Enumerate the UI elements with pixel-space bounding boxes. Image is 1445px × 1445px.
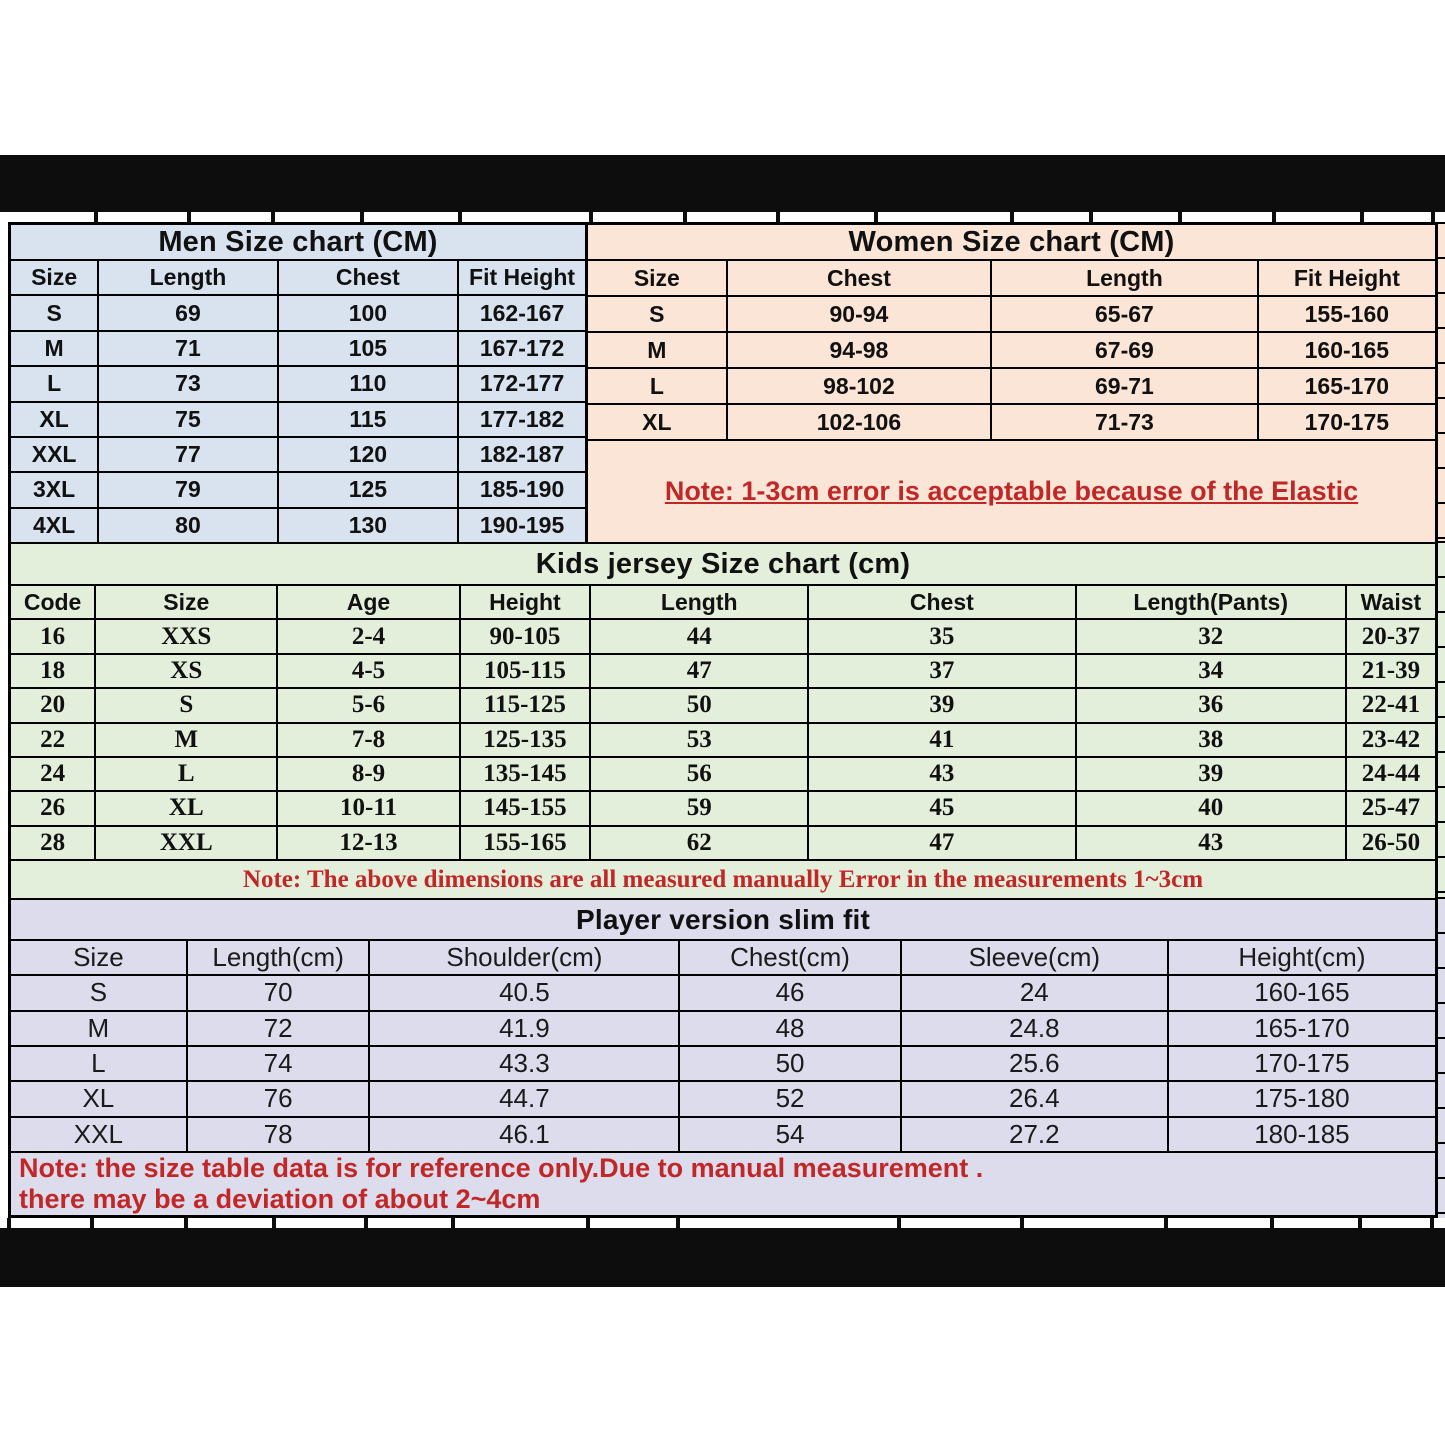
table-cell: 155-160: [1259, 297, 1435, 331]
header-cell: Length: [591, 586, 807, 618]
table-cell: 47: [591, 655, 807, 687]
tick-mark: [360, 212, 364, 222]
tick-mark: [874, 212, 878, 222]
kids-measurement-note: Note: The above dimensions are all measured manually Error in the measurements 1~3cm: [11, 861, 1435, 900]
tick-mark: [271, 212, 275, 222]
header-cell: Size: [11, 261, 97, 294]
tick-mark: [776, 212, 780, 222]
table-cell: 46.1: [370, 1118, 678, 1151]
tick-mark: [676, 1218, 680, 1228]
table-cell: XL: [11, 1082, 186, 1115]
table-cell: 22-41: [1347, 689, 1435, 721]
table-cell: S: [11, 296, 97, 329]
table-cell: 53: [591, 724, 807, 756]
table-cell: 54: [680, 1118, 899, 1151]
table-cell: 27.2: [902, 1118, 1167, 1151]
tick-mark: [683, 212, 687, 222]
tick-mark: [586, 1218, 590, 1228]
table-cell: 180-185: [1169, 1118, 1435, 1151]
women-size-table: [588, 261, 1435, 439]
table-cell: 52: [680, 1082, 899, 1115]
tick-mark: [451, 1218, 455, 1228]
table-cell: 44.7: [370, 1082, 678, 1115]
table-cell: XL: [588, 405, 726, 439]
table-cell: M: [588, 333, 726, 367]
table-cell: 78: [188, 1118, 369, 1151]
header-cell: Age: [278, 586, 458, 618]
tick-mark: [1010, 212, 1014, 222]
table-cell: 75: [99, 403, 276, 436]
table-cell: XXL: [96, 827, 276, 859]
table-cell: 5-6: [278, 689, 458, 721]
table-cell: 190-195: [459, 509, 585, 542]
table-cell: 7-8: [278, 724, 458, 756]
tick-mark: [187, 212, 191, 222]
table-cell: 24-44: [1347, 758, 1435, 790]
table-cell: 47: [809, 827, 1074, 859]
kids-size-table: [11, 586, 1435, 861]
table-cell: 32: [1077, 620, 1345, 652]
tick-mark: [1431, 212, 1435, 222]
table-cell: 77: [99, 438, 276, 471]
table-cell: L: [11, 367, 97, 400]
header-cell: Code: [11, 586, 94, 618]
table-cell: 182-187: [459, 438, 585, 471]
table-cell: 90-94: [728, 297, 991, 331]
tick-mark: [1360, 212, 1364, 222]
table-cell: 102-106: [728, 405, 991, 439]
table-cell: 26.4: [902, 1082, 1167, 1115]
table-cell: 76: [188, 1082, 369, 1115]
table-cell: 175-180: [1169, 1082, 1435, 1115]
table-cell: 74: [188, 1047, 369, 1080]
table-cell: M: [11, 332, 97, 365]
table-cell: 71: [99, 332, 276, 365]
table-cell: 41.9: [370, 1012, 678, 1045]
table-cell: 115-125: [461, 689, 590, 721]
table-cell: 56: [591, 758, 807, 790]
table-cell: 24: [11, 758, 94, 790]
tick-mark: [458, 212, 462, 222]
table-cell: 43: [809, 758, 1074, 790]
top-black-band: [0, 155, 1445, 212]
table-cell: 70: [188, 976, 369, 1009]
table-cell: 24.8: [902, 1012, 1167, 1045]
tick-mark: [272, 1218, 276, 1228]
table-cell: 155-165: [461, 827, 590, 859]
tick-mark: [897, 1218, 901, 1228]
header-cell: Chest: [809, 586, 1074, 618]
reference-note-line1: Note: the size table data is for reference only.Due to manual measurement .: [19, 1153, 984, 1183]
table-cell: 44: [591, 620, 807, 652]
table-cell: 67-69: [992, 333, 1256, 367]
table-cell: 62: [591, 827, 807, 859]
table-cell: XXL: [11, 1118, 186, 1151]
table-cell: 4XL: [11, 509, 97, 542]
tick-mark: [364, 1218, 368, 1228]
table-cell: 28: [11, 827, 94, 859]
right-sliver-women: [1438, 222, 1445, 541]
table-cell: 110: [279, 367, 457, 400]
table-cell: 98-102: [728, 369, 991, 403]
table-cell: 4-5: [278, 655, 458, 687]
tick-mark: [94, 212, 98, 222]
women-chart-title: Women Size chart (CM): [588, 225, 1435, 259]
header-cell: Height: [461, 586, 590, 618]
kids-chart-title: Kids jersey Size chart (cm): [11, 544, 1435, 586]
header-cell: Chest: [279, 261, 457, 294]
adult-chart-titles: [11, 225, 1435, 261]
table-cell: 22: [11, 724, 94, 756]
table-cell: 38: [1077, 724, 1345, 756]
table-cell: 115: [279, 403, 457, 436]
header-cell: Height(cm): [1169, 941, 1435, 974]
table-cell: L: [96, 758, 276, 790]
tick-mark: [1270, 1218, 1274, 1228]
tick-mark: [90, 1218, 94, 1228]
table-cell: 167-172: [459, 332, 585, 365]
table-cell: 160-165: [1259, 333, 1435, 367]
header-cell: Length(Pants): [1077, 586, 1345, 618]
player-chart-title: Player version slim fit: [11, 900, 1435, 941]
header-cell: Size: [588, 261, 726, 295]
header-cell: Size: [96, 586, 276, 618]
table-cell: 170-175: [1169, 1047, 1435, 1080]
men-chart-title: Men Size chart (CM): [11, 225, 588, 259]
table-cell: XS: [96, 655, 276, 687]
table-cell: 69: [99, 296, 276, 329]
table-cell: 170-175: [1259, 405, 1435, 439]
table-cell: M: [96, 724, 276, 756]
table-cell: 40: [1077, 792, 1345, 824]
table-cell: 43: [1077, 827, 1345, 859]
table-cell: 80: [99, 509, 276, 542]
men-size-table: [11, 261, 588, 542]
table-cell: 65-67: [992, 297, 1256, 331]
table-cell: 39: [809, 689, 1074, 721]
table-cell: 43.3: [370, 1047, 678, 1080]
tick-mark: [1272, 212, 1276, 222]
tick-mark: [1430, 1218, 1434, 1228]
table-cell: 72: [188, 1012, 369, 1045]
table-cell: 23-42: [1347, 724, 1435, 756]
right-sliver-player: [1438, 897, 1445, 1218]
table-cell: 100: [279, 296, 457, 329]
table-cell: 34: [1077, 655, 1345, 687]
table-cell: 130: [279, 509, 457, 542]
header-cell: Shoulder(cm): [370, 941, 678, 974]
size-chart-sheet: [8, 222, 1438, 1218]
table-cell: 71-73: [992, 405, 1256, 439]
tick-mark: [1164, 1218, 1168, 1228]
table-cell: 18: [11, 655, 94, 687]
table-cell: 8-9: [278, 758, 458, 790]
table-cell: 50: [591, 689, 807, 721]
table-cell: 39: [1077, 758, 1345, 790]
adult-charts-body: [11, 261, 1435, 544]
header-cell: Size: [11, 941, 186, 974]
table-cell: 185-190: [459, 473, 585, 506]
table-cell: L: [588, 369, 726, 403]
table-cell: S: [96, 689, 276, 721]
table-cell: 105-115: [461, 655, 590, 687]
women-elastic-note: Note: 1-3cm error is acceptable because of the Elastic: [588, 439, 1435, 542]
table-cell: 10-11: [278, 792, 458, 824]
table-cell: 172-177: [459, 367, 585, 400]
table-cell: 2-4: [278, 620, 458, 652]
table-cell: 125-135: [461, 724, 590, 756]
table-cell: L: [11, 1047, 186, 1080]
table-cell: 105: [279, 332, 457, 365]
tick-mark: [1178, 212, 1182, 222]
table-cell: 90-105: [461, 620, 590, 652]
bottom-black-band: [0, 1228, 1445, 1287]
top-edge-strip: [0, 212, 1445, 222]
table-cell: 46: [680, 976, 899, 1009]
table-cell: XL: [11, 403, 97, 436]
table-cell: XXS: [96, 620, 276, 652]
player-size-table: [11, 941, 1435, 1153]
table-cell: 12-13: [278, 827, 458, 859]
table-cell: 177-182: [459, 403, 585, 436]
table-cell: 26-50: [1347, 827, 1435, 859]
header-cell: Length: [992, 261, 1256, 295]
table-cell: 145-155: [461, 792, 590, 824]
tick-mark: [589, 212, 593, 222]
table-cell: XL: [96, 792, 276, 824]
table-cell: 25-47: [1347, 792, 1435, 824]
table-cell: 73: [99, 367, 276, 400]
table-cell: 59: [591, 792, 807, 824]
header-cell: Length: [99, 261, 276, 294]
bottom-edge-strip: [0, 1218, 1445, 1228]
tick-mark: [1358, 1218, 1362, 1228]
table-cell: 21-39: [1347, 655, 1435, 687]
table-cell: 165-170: [1259, 369, 1435, 403]
table-cell: 160-165: [1169, 976, 1435, 1009]
table-cell: 40.5: [370, 976, 678, 1009]
table-cell: 20-37: [1347, 620, 1435, 652]
reference-note-line2: there may be a deviation of about 2~4cm: [19, 1184, 541, 1214]
table-cell: XXL: [11, 438, 97, 471]
tick-mark: [1020, 1218, 1024, 1228]
table-cell: 125: [279, 473, 457, 506]
header-cell: Waist: [1347, 586, 1435, 618]
right-edge-sliver: [1438, 222, 1445, 1218]
header-cell: Length(cm): [188, 941, 369, 974]
table-cell: 37: [809, 655, 1074, 687]
table-cell: 162-167: [459, 296, 585, 329]
header-cell: Chest: [728, 261, 991, 295]
right-sliver-kids: [1438, 541, 1445, 897]
table-cell: 26: [11, 792, 94, 824]
table-cell: 35: [809, 620, 1074, 652]
table-cell: 24: [902, 976, 1167, 1009]
table-cell: 41: [809, 724, 1074, 756]
tick-mark: [7, 1218, 11, 1228]
tick-mark: [184, 1218, 188, 1228]
table-cell: 79: [99, 473, 276, 506]
table-cell: 50: [680, 1047, 899, 1080]
table-cell: 20: [11, 689, 94, 721]
tick-mark: [1089, 212, 1093, 222]
table-cell: 3XL: [11, 473, 97, 506]
table-cell: S: [588, 297, 726, 331]
table-cell: 94-98: [728, 333, 991, 367]
table-cell: 16: [11, 620, 94, 652]
women-size-section: [588, 261, 1435, 542]
reference-note: [11, 1153, 1435, 1215]
header-cell: Sleeve(cm): [902, 941, 1167, 974]
table-cell: 165-170: [1169, 1012, 1435, 1045]
table-cell: 45: [809, 792, 1074, 824]
table-cell: M: [11, 1012, 186, 1045]
table-cell: S: [11, 976, 186, 1009]
table-cell: 48: [680, 1012, 899, 1045]
header-cell: Fit Height: [459, 261, 585, 294]
table-cell: 69-71: [992, 369, 1256, 403]
table-cell: 135-145: [461, 758, 590, 790]
header-cell: Fit Height: [1259, 261, 1435, 295]
table-cell: 120: [279, 438, 457, 471]
table-cell: 25.6: [902, 1047, 1167, 1080]
table-cell: 36: [1077, 689, 1345, 721]
header-cell: Chest(cm): [680, 941, 899, 974]
